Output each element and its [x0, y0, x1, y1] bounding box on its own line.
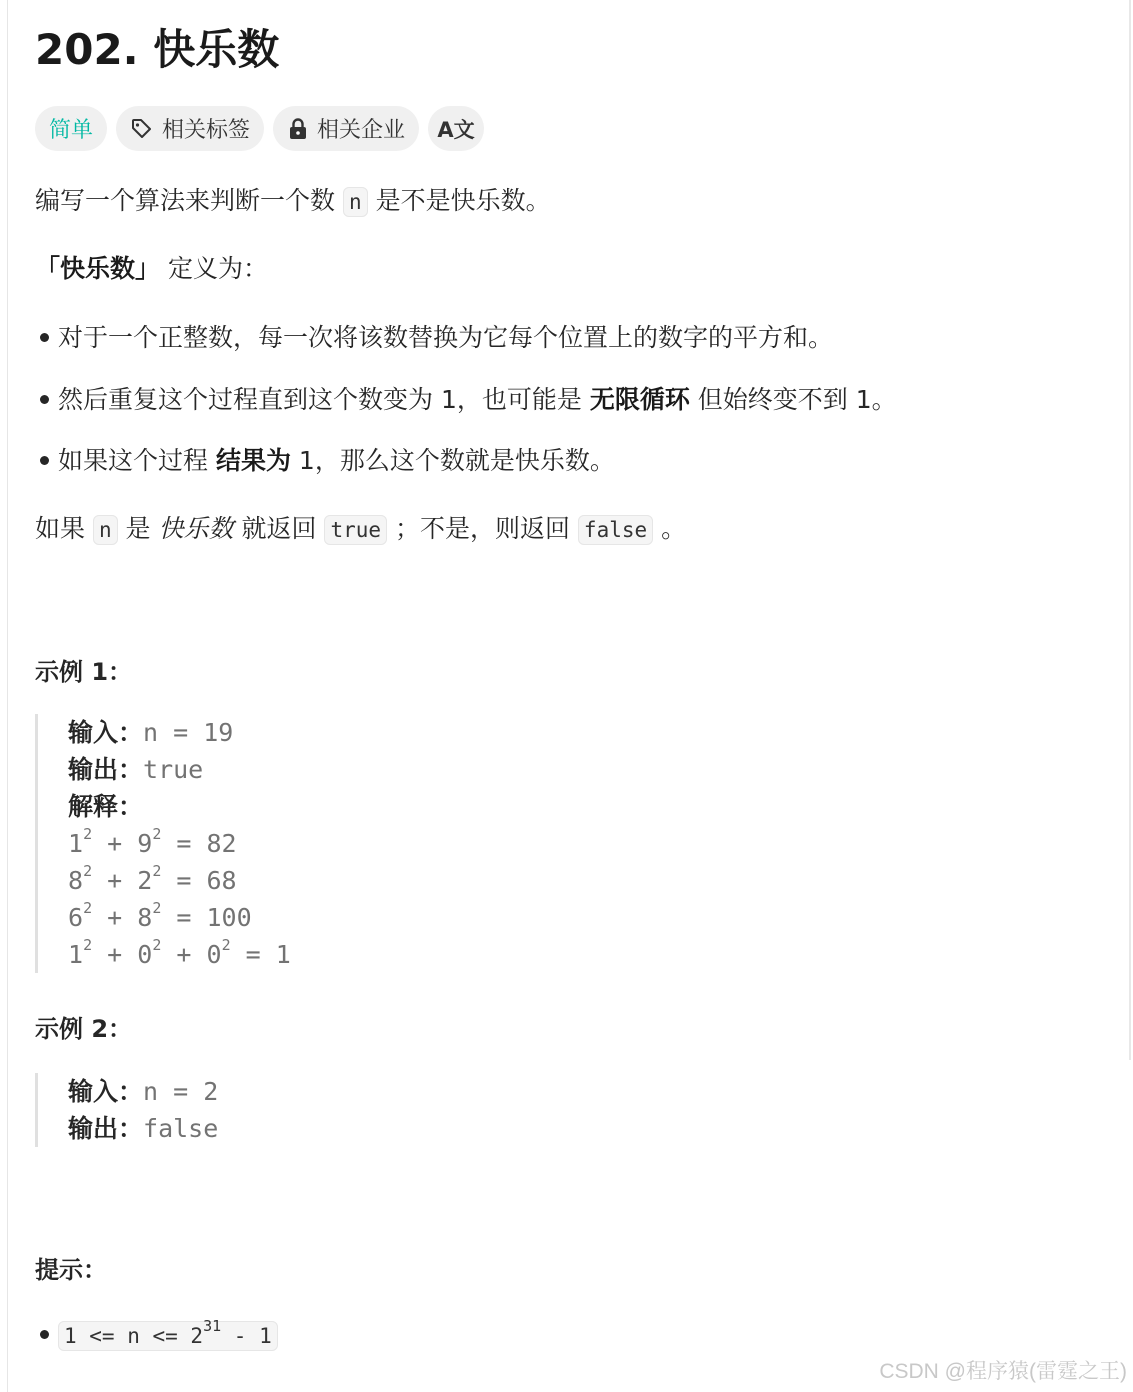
tag-bar — [35, 106, 484, 151]
lock-icon — [287, 117, 309, 141]
return-text: 就返回 — [233, 514, 325, 543]
list-item-text: 对于一个正整数，每一次将该数替换为它每个位置上的数字的平方和。 — [58, 323, 834, 352]
exponent: 2 — [152, 898, 162, 917]
inline-code: n — [343, 187, 368, 217]
term: + 8 — [92, 903, 153, 932]
left-border — [7, 0, 8, 1392]
definition-paragraph — [35, 252, 268, 286]
exponent: 2 — [152, 861, 162, 880]
result: = 100 — [161, 903, 252, 932]
list-item-text: 然后重复这个过程直到这个数变为 1，也可能是 — [58, 385, 590, 414]
scrollbar-track[interactable] — [1129, 0, 1131, 1060]
example-explain — [68, 788, 291, 825]
difficulty-badge[interactable]: 简单 — [35, 106, 107, 151]
desc-text: 编写一个算法来判断一个数 — [35, 186, 336, 215]
constraint-item — [35, 1318, 278, 1353]
exponent: 2 — [221, 935, 231, 954]
inline-code: n — [93, 515, 118, 545]
input-label: 输入： — [68, 1077, 144, 1106]
exponent: 31 — [203, 1317, 222, 1335]
output-label: 输出： — [68, 755, 144, 784]
explain-label: 解释： — [68, 792, 144, 821]
return-paragraph — [35, 512, 686, 547]
exponent: 2 — [83, 861, 93, 880]
example-input — [68, 714, 291, 751]
term: 1 — [68, 940, 84, 969]
exponent: 2 — [83, 935, 93, 954]
inline-code: true — [324, 515, 387, 545]
related-tags-button[interactable] — [116, 106, 264, 151]
output-label: 输出： — [68, 1114, 144, 1143]
list-item-text: 1，那么这个数就是快乐数。 — [290, 446, 615, 475]
exponent: 2 — [152, 824, 162, 843]
term: 6 — [68, 903, 84, 932]
explain-line — [68, 825, 291, 862]
definition-text: 定义为： — [160, 254, 268, 283]
return-text: 如果 — [35, 514, 93, 543]
example-1-heading: 示例 1： — [35, 658, 133, 686]
related-companies-label: 相关企业 — [317, 118, 406, 143]
term: + 2 — [92, 866, 153, 895]
list-item-bold: 结果为 — [215, 446, 291, 475]
list-item — [35, 383, 897, 417]
hints-heading: 提示： — [35, 1256, 107, 1284]
term: 8 — [68, 866, 84, 895]
input-label: 输入： — [68, 718, 144, 747]
translate-icon: A文 — [437, 117, 475, 142]
bullet-dot — [40, 333, 49, 342]
inline-code: false — [578, 515, 653, 545]
term: + 0 — [161, 940, 222, 969]
output-value: false — [143, 1114, 219, 1143]
result: = 1 — [230, 940, 291, 969]
return-text: 。 — [653, 514, 687, 543]
list-item — [35, 444, 615, 478]
example-2-block — [35, 1073, 218, 1147]
constraint-text: - 1 — [221, 1324, 272, 1348]
input-value: n = 2 — [143, 1077, 219, 1106]
result: = 82 — [161, 829, 237, 858]
list-item-text: 如果这个过程 — [58, 446, 216, 475]
explain-line — [68, 862, 291, 899]
translate-button[interactable] — [428, 106, 484, 151]
explain-line — [68, 899, 291, 936]
bullet-dot — [40, 395, 49, 404]
output-value: true — [143, 755, 204, 784]
description-paragraph — [35, 184, 551, 219]
example-output — [68, 751, 291, 788]
list-item-text: 但始终变不到 1。 — [689, 385, 897, 414]
problem-title: 202. 快乐数 — [35, 25, 280, 74]
bullet-dot — [40, 456, 49, 465]
definition-term: 「快乐数」 — [35, 254, 161, 283]
watermark: CSDN @程序猿(雷霆之王) — [879, 1360, 1127, 1383]
constraint-code — [58, 1317, 278, 1351]
term: + 9 — [92, 829, 153, 858]
example-1-block — [35, 714, 291, 973]
return-text: 是 — [117, 514, 159, 543]
exponent: 2 — [83, 898, 93, 917]
related-tags-label: 相关标签 — [162, 118, 251, 143]
result: = 68 — [161, 866, 237, 895]
return-emphasis: 快乐数 — [158, 514, 234, 543]
input-value: n = 19 — [143, 718, 234, 747]
explain-line — [68, 936, 291, 973]
tag-icon — [130, 117, 154, 141]
exponent: 2 — [83, 824, 93, 843]
exponent: 2 — [152, 935, 162, 954]
example-input — [68, 1073, 218, 1110]
related-companies-button[interactable] — [273, 106, 419, 151]
desc-text: 是不是快乐数。 — [375, 186, 551, 215]
example-2-heading: 示例 2： — [35, 1015, 133, 1043]
term: + 0 — [92, 940, 153, 969]
constraint-text: 1 <= n <= 2 — [64, 1324, 204, 1348]
term: 1 — [68, 829, 84, 858]
list-item-bold: 无限循环 — [589, 385, 690, 414]
list-item — [35, 321, 833, 355]
example-output — [68, 1110, 218, 1147]
return-text: ；不是，则返回 — [387, 514, 578, 543]
bullet-dot — [40, 1330, 49, 1339]
